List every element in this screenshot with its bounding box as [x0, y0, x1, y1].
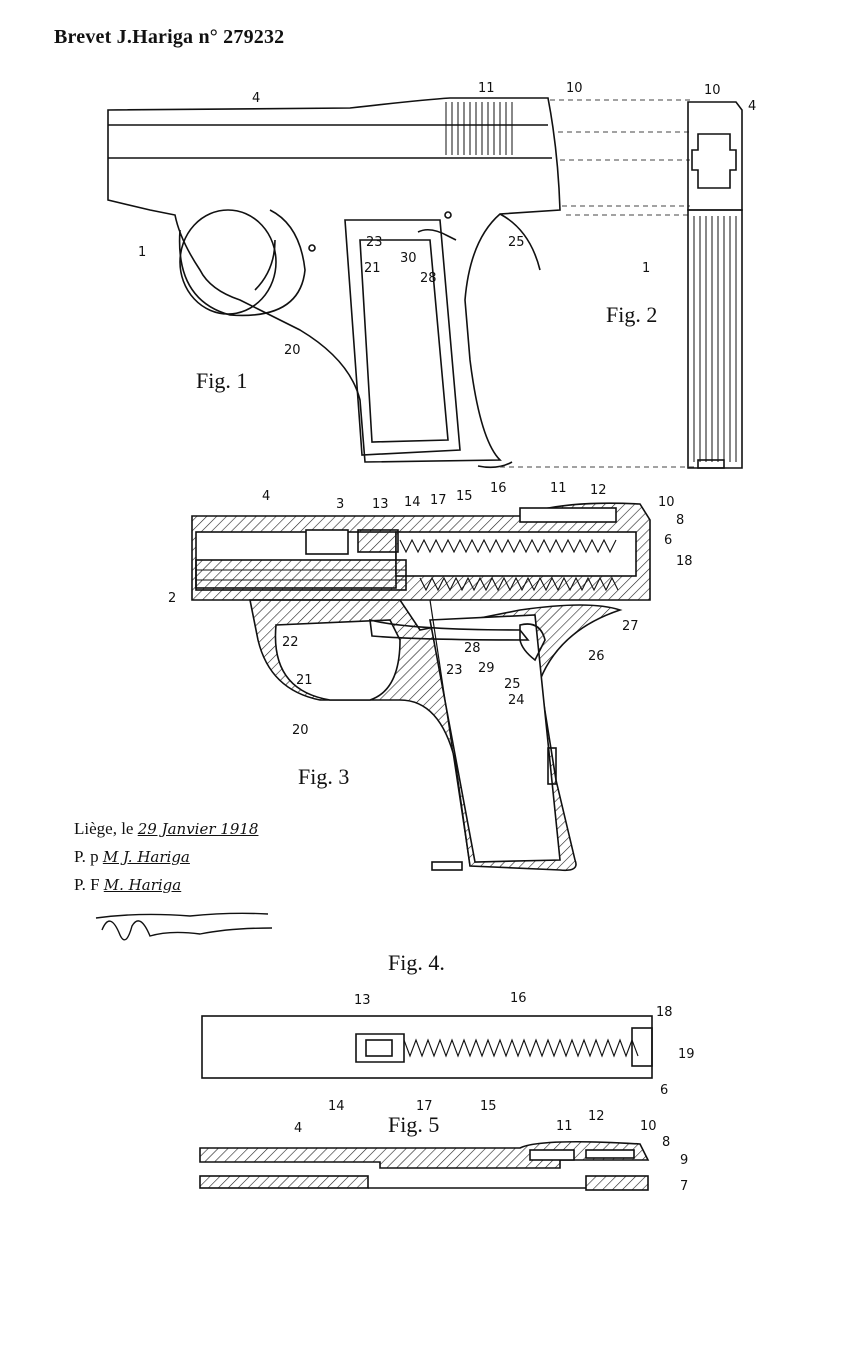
fig5-label: 12 — [588, 1109, 605, 1124]
fig3-label: 24 — [508, 693, 525, 708]
fig3-label: 21 — [296, 673, 313, 688]
fig1-labels — [138, 81, 583, 393]
fig2-drawing — [688, 102, 742, 468]
fig4-label: 15 — [480, 1099, 497, 1114]
signature-flourish — [96, 913, 272, 939]
fig2-labels — [606, 83, 756, 327]
fig3-label: 11 — [550, 481, 567, 496]
fig1-label: 23 — [366, 235, 383, 250]
fig3-label: 16 — [490, 481, 507, 496]
fig1-label: 10 — [566, 81, 583, 96]
fig1-label: 25 — [508, 235, 525, 250]
fig4-label: 18 — [656, 1005, 673, 1020]
fig3-label: 4 — [262, 489, 271, 504]
fig2-label: 4 — [748, 99, 757, 114]
fig1-drawing — [108, 98, 560, 467]
fig3-label: 27 — [622, 619, 639, 634]
signature-pro-row — [74, 843, 258, 871]
fig4-label: 6 — [660, 1083, 669, 1098]
fig2-label: 10 — [704, 83, 721, 98]
fig3-label: 29 — [478, 661, 495, 676]
fig1-label: 20 — [284, 343, 301, 358]
fig3-label: 12 — [590, 483, 607, 498]
fig3-label: 6 — [664, 533, 673, 548]
fig5-label: 4 — [294, 1121, 303, 1136]
fig3-label: 23 — [446, 663, 463, 678]
signature-place-label: Liège, le — [74, 819, 134, 838]
fig3-label: 8 — [676, 513, 685, 528]
fig5-label: 7 — [680, 1179, 689, 1194]
fig4-labels — [328, 950, 695, 1114]
fig3-label: 10 — [658, 495, 675, 510]
fig3-label: 13 — [372, 497, 389, 512]
signature-fon-row — [74, 871, 258, 899]
fig5-label: 8 — [662, 1135, 671, 1150]
fig5-caption: Fig. 5 — [388, 1112, 440, 1137]
fig3-label: 22 — [282, 635, 299, 650]
fig3-label: 17 — [430, 493, 447, 508]
projection-lines — [500, 100, 695, 467]
fig3-label: 18 — [676, 554, 693, 569]
fig3-label: 26 — [588, 649, 605, 664]
fig3-label: 3 — [336, 497, 345, 512]
fig1-label: 4 — [252, 91, 261, 106]
signature-fon-value: M. Hariga — [103, 876, 182, 894]
fig2-caption: Fig. 2 — [606, 302, 658, 327]
signature-pro-label: P. p — [74, 847, 99, 866]
signature-pro-value: M J. Hariga — [102, 848, 190, 866]
fig3-drawing — [192, 503, 650, 870]
fig3-label: 14 — [404, 495, 421, 510]
fig2-label: 1 — [642, 261, 651, 276]
fig3-label: 28 — [464, 641, 481, 656]
fig3-label: 25 — [504, 677, 521, 692]
fig4-label: 14 — [328, 1099, 345, 1114]
fig3-caption: Fig. 3 — [298, 764, 350, 789]
fig5-drawing — [200, 1142, 648, 1190]
fig4-label: 16 — [510, 991, 527, 1006]
signature-date-row — [74, 815, 258, 843]
fig5-label: 11 — [556, 1119, 573, 1134]
fig1-label: 30 — [400, 251, 417, 266]
fig5-label: 9 — [680, 1153, 689, 1168]
signature-block — [74, 815, 258, 899]
page-title: Brevet J.Hariga n° 279232 — [54, 26, 285, 48]
fig3-label: 20 — [292, 723, 309, 738]
fig3-label: 15 — [456, 489, 473, 504]
fig1-caption: Fig. 1 — [196, 368, 248, 393]
fig1-label: 1 — [138, 245, 147, 260]
fig1-label: 28 — [420, 271, 437, 286]
fig5-label: 10 — [640, 1119, 657, 1134]
fig4-label: 19 — [678, 1047, 695, 1062]
fig4-drawing — [202, 1016, 652, 1078]
fig4-label: 17 — [416, 1099, 433, 1114]
signature-fon-label: P. F — [74, 875, 100, 894]
fig4-caption: Fig. 4. — [388, 950, 445, 975]
fig1-label: 21 — [364, 261, 381, 276]
signature-date-value: 29 Janvier 1918 — [137, 820, 259, 838]
fig3-label: 2 — [168, 591, 177, 606]
fig1-label: 11 — [478, 81, 495, 96]
fig4-label: 13 — [354, 993, 371, 1008]
